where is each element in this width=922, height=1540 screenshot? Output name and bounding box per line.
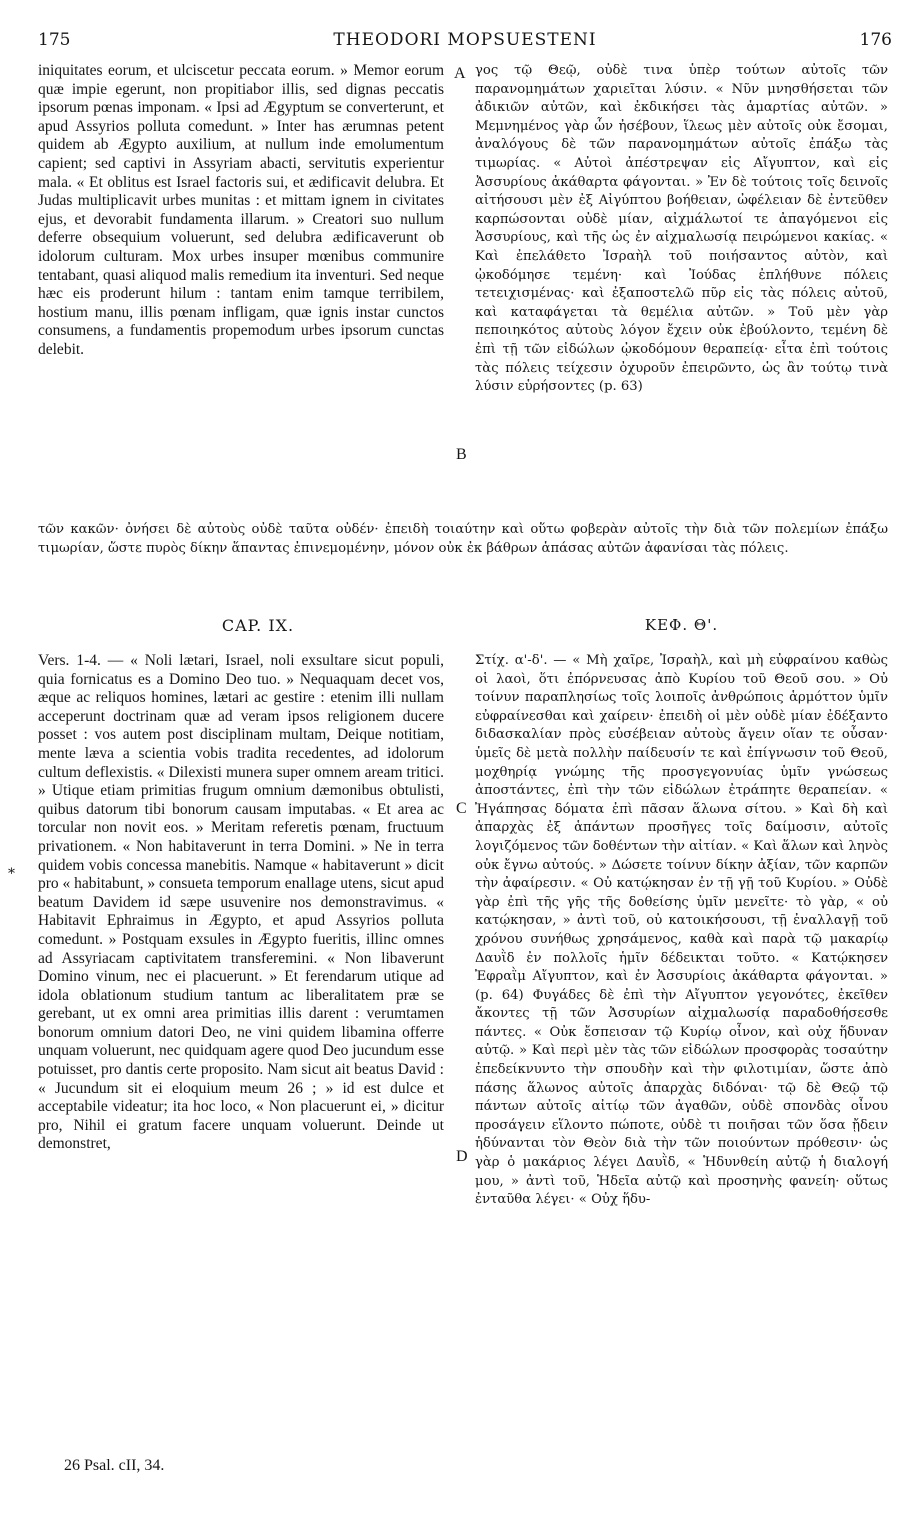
latin-text-top: iniquitates eorum, et ulciscetur peccata eorum. » Memor eorum quæ impie egerunt, non propitiabor illis, sed dignas peccatis ipsorum pœnas imponam. « Ipsi ad Ægyptum se converterunt, et apud Assyrios polluta comedunt. » Inter has ærumnas petent quidem ab Ægypto auxilium, at nullum inde emolumentum capient; sed captivi in Assyriam abacti, servitutis experientur mala. « Et oblitus est Israel factoris sui, et ædificavit delubra. Et Judas multiplicavit urbes munitas : et mittam ignem in civitates ejus, et devorabit fundamenta illarum. » Creatori suo nullum deferre obsequium voluerunt, sed delubra ædificaverunt ob idolorum culturam. Mox urbes insuper mœnibus communire tentabant, quasi aliquod malis remedium ita inventuri. Sed neque hæc eis proderunt hilum : tantam enim tamque terribilem, hostium manu, illis pœnam infligam, quæ ignis instar cunctos consumens, a fundamentis propemodum urbes ipsorum cunctas delebit. <box>38 62 444 358</box>
latin-column-bottom <box>38 652 444 1442</box>
chapter-title-greek: ΚΕΦ. Θ'. <box>644 616 719 634</box>
footnote: 26 Psal. cII, 34. <box>64 1457 165 1474</box>
chapter-title-latin: CAP. IX. <box>221 616 295 635</box>
greek-column-top <box>475 62 888 518</box>
running-title: THEODORI MOPSUESTENI <box>333 30 597 50</box>
latin-text-bottom: Vers. 1-4. — « Noli lætari, Israel, noli exsultare sicut populi, quia fornicatus es a Domino Deo tuo. » Nequaquam decet vos, æque ac reliquos homines, lætari ac gestire : etenim illi nullam acceperunt doctrinam quæ ad veram ipsos religionem ducere posset : vos autem post disciplinam multam, Deique notitiam, mente læva a scientia vobis tradita recedentes, ad idolorum cultum deflexistis. « Dilexisti munera super omnem aream tritici. » Utique etiam primitias frugum omnium dæmonibus obtulisti, quibus datorum tibi bonorum causam imputabas. « Et area ac torcular non novit eos. » Meritam referetis pœnam, fructuum privationem. « Non habitaverunt in terra Domini. » Ne in terra quidem vobis concessa manebitis. Namque « habitaverunt » dicit pro « habitabunt, » consueta temporum enallage utens, sicut apud beatum Davidem id sæpe usuvenire nos demonstravimus. « Habitavit Ephraimus in Ægypto, et apud Assyrios polluta comedunt. » Postquam exsules in Ægypto fueritis, illinc omnes ad Assyriacam captivitatem transferemini. « Non libaverunt Domino vinum, nec ei placuerunt. » Et ferendarum utique ad idola oblationum studium tantum ac liberalitatem præ se gerebant, ut ex omni area primitias illis darent : verumtamen bonorum omnium datori Deo, ne vini quidem libamina offerre unquam voluerunt, nec quidquam agere quod Deo jucundum esse potuisset, pro dantis certe proposito. Nam sicut ait beatus David : « Jucundum sit ei eloquium meum 26 ; » id est dulce et acceptabile videatur; ita hoc loco, « Non placuerunt ei, » dicitur pro, Nihil ei gratum facere unquam voluerunt. Deinde ut demonstret, <box>38 652 444 1153</box>
page-header <box>38 30 892 58</box>
page-number-right: 176 <box>859 30 892 50</box>
page-number-left: 175 <box>38 30 71 50</box>
margin-marker-b: B <box>456 446 467 463</box>
greek-text-bottom: Στίχ. α'-δ'. — « Μὴ χαῖρε, Ἰσραὴλ, καὶ μὴ εὐφραίνου καθὼς οἱ λαοὶ, ὅτι ἐπόρνευσας ἀπὸ Κυρίου τοῦ Θεοῦ σου. » Οὐ τοίνυν παραπλησίως τοῖς λοιποῖς ἀνθρώποις ἁρμόττον ὑμῖν εὐφραίνεσθαι καὶ χαίρειν· ἐπειδὴ οἱ μὲν οὐδὲ μίαν ἐδέξαντο διδασκαλίαν πρὸς εὐσέβειαν αὐτοὺς ἄγειν οἵαν τε οὖσαν· ὑμεῖς δὲ μετὰ πολλὴν παίδευσίν τε καὶ ἐπίγνωσιν τοῦ Θεοῦ, μοχθηρίᾳ γνώμης τῆς προσγεγονυίας ὑμῖν γνώσεως ἀποστάντες, ἐπὶ τὴν τῶν εἰδώλων ἐτράπητε θεραπείαν. « Ἠγάπησας δόματα ἐπὶ πᾶσαν ἅλωνα σίτου. » Καὶ δὴ καὶ ἀπαρχὰς ἐξ ἁπάντων προσῆγες τοῖς δαίμοσιν, αὐτοῖς λογιζόμενος τῶν δοθέντων τὴν αἰτίαν. « Καὶ ἅλων καὶ ληνὸς οὐκ ἔγνω αὐτούς. » Δώσετε τοίνυν δίκην ἀξίαν, τῶν καρπῶν τὴν ἀφαίρεσιν. « Οὐ κατῴκησαν ἐν τῇ γῇ τοῦ Κυρίου. » Οὐδὲ γὰρ ἐπὶ τῆς γῆς τῆς δοθείσης ὑμῖν μενεῖτε· τὸ γὰρ, « οὐ κατῴκησαν, » ἀντὶ τοῦ, οὐ κατοικήσουσι, τῇ ἐναλλαγῇ τοῦ χρόνου συνήθως χρησάμενος, καθὰ καὶ παρὰ τῷ μακαρίῳ Δαυῒδ ἐν πολλοῖς ἡμῖν δέδεικται τοῦτο. « Κατῴκησεν Ἐφραῒμ Αἴγυπτον, καὶ ἐν Ἀσσυρίοις ἀκάθαρτα φάγονται. » (p. 64) Φυγάδες δὲ ἐπὶ τὴν Αἴγυπτον γεγονότες, ἐκεῖθεν ἄκοντες τῇ τῶν Ἀσσυρίων αἰχμαλωσίᾳ παραδοθήσεσθε πάντες. « Οὐκ ἔσπεισαν τῷ Κυρίῳ οἶνον, καὶ οὐχ ἥδυναν αὐτῷ. » Καὶ περὶ μὲν τὰς τῶν εἰδώλων προσφορὰς τοσαύτην ἐπεδείκνυντο τὴν σπουδὴν καὶ τὴν φιλοτιμίαν, ὥστε ἀπὸ πάσης ἅλωνος αὐτοῖς ἀπαρχὰς διδόναι· τῷ δὲ Θεῷ τῷ πάντων αὐτοῖς αἰτίῳ τῶν ἀγαθῶν, οὐδὲ σπονδὰς οἶνου προσάγειν εἵλοντο πώποτε, οὐδὲ τι ποιῆσαι τῶν ὅσα ᾔδειν ἡδύνανται τὸν Θεὸν διὰ τὴν τῶν ποιούντων πρόθεσιν· ὡς γὰρ ὁ μακάριος λέγει Δαυῒδ, « Ἡδυνθείη αὐτῷ ἡ διαλογή μου, » ἀντὶ τοῦ, Ἡδεῖα αὐτῷ καὶ προσηνὴς φανείη· οὕτως ἐνταῦθα λέγει· « Οὐχ ἥδυ- <box>475 653 888 1208</box>
margin-marker-d: D <box>456 1148 468 1165</box>
margin-marker-a: A <box>454 65 466 82</box>
greek-column-bottom <box>475 652 888 1442</box>
greek-spanning-text: τῶν κακῶν· ὀνήσει δὲ αὐτοὺς οὐδὲ ταῦτα οὐδέν· ἐπειδὴ τοιαύτην καὶ οὕτω φοβερὰν αὐτοῖς τὴν διὰ τῶν πολεμίων ἐπάξω τιμωρίαν, ὥστε πυρὸς δίκην ἅπαντας ἐπινεμομένην, μόνον οὐκ ἐκ βάθρων ἁπάσας αὐτῶν ἀφανίσαι τὰς πόλεις. <box>38 522 888 556</box>
latin-column-top <box>38 62 444 518</box>
greek-text-top: γος τῷ Θεῷ, οὐδὲ τινα ὑπὲρ τούτων αὐτοῖς τῶν παρανομημάτων χαριεῖται λύσιν. « Νῦν μνησθήσεται τῶν ἀδικιῶν αὐτῶν, καὶ ἐκδικήσει τὰς ἁμαρτίας αὐτῶν. » Μεμνημένος γὰρ ὧν ἠσέβουν, ἵλεως μὲν αὐτοῖς οὐκ ἔσομαι, ἀναλόγους δὲ τῶν παρανομημάτων αὐτοῖς ἐπάξω τὰς τιμωρίας. « Αὐτοὶ ἀπέστρεψαν εἰς Αἴγυπτον, καὶ εἰς Ἀσσυρίους ἀκάθαρτα φάγονται. » Ἐν δὲ τούτοις τοῖς δεινοῖς αἰτήσουσι μὲν ἐξ Αἰγύπτου βοήθειαν, ὠφέλειαν δὲ ἐντεῦθεν καρπώσονται οὐδὲ μίαν, αἰχμάλωτοί τε ἀπαγόμενοι εἰς Ἀσσυρίους, καὶ τῆς ὡς ἐν αἰχμαλωσίᾳ πειρώμενοι κακίας. « Καὶ ἐπελάθετο Ἰσραὴλ τοῦ ποιήσαντος αὐτὸν, καὶ ᾠκοδόμησε τεμένη· καὶ Ἰούδας ἐπλήθυνε πόλεις τετειχισμένας· καὶ ἐξαποστελῶ πῦρ εἰς τὰς πόλεις αὐτοῦ, καὶ καταφάγεται τὰ θεμέλια αὐτῶν. » Τοῦ μὲν γὰρ πεποιηκότος αὐτοὺς λόγον ἔχειν οὐκ ἐβούλοντο, τεμένη δὲ ἐπὶ τῇ τῶν εἰδώλων ᾠκοδόμουν θεραπείᾳ· εἶτα ἐπὶ τούτοις τὰς πόλεις τείχεσιν ὀχυροῦν ἐπειρῶντο, ὡς ἂν τούτῳ τινὰ λύσιν εὑρήσοντες (p. 63) <box>475 63 888 395</box>
margin-asterisk: * <box>8 866 15 882</box>
margin-marker-c: C <box>456 800 467 817</box>
